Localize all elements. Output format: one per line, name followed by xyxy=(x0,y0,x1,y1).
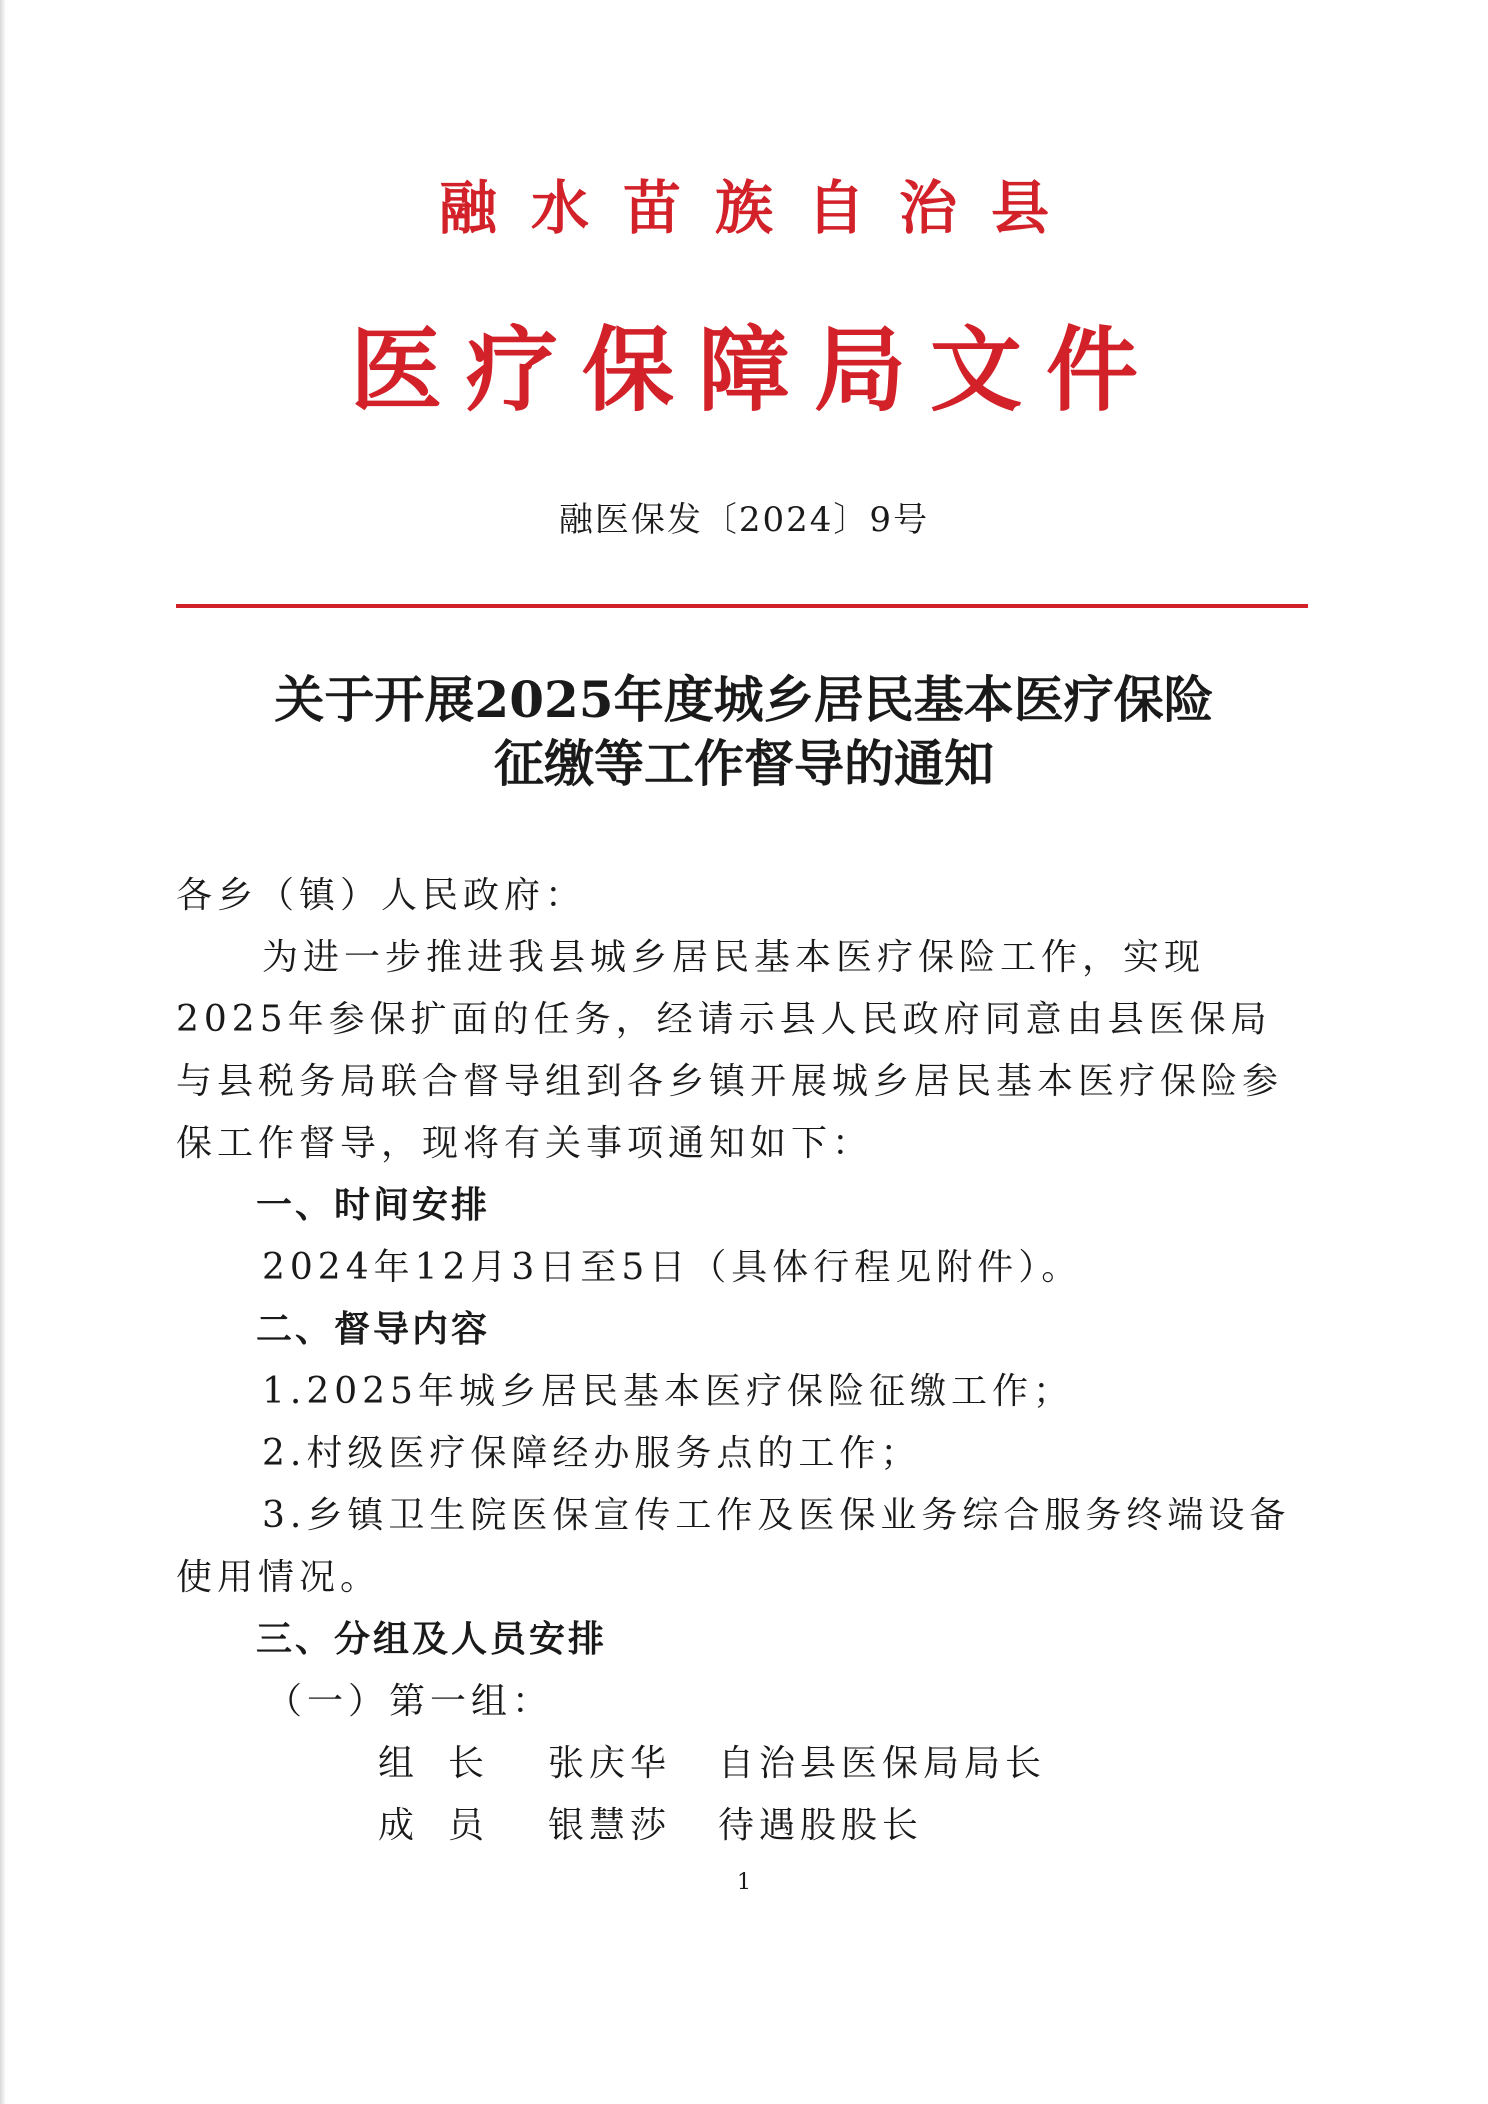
group-1-leader-row xyxy=(176,1733,1308,1795)
leader-role: 组长 xyxy=(378,1743,519,1784)
document-body xyxy=(176,865,1308,1857)
issuing-authority-line2: 医疗保障局文件 xyxy=(349,317,1162,424)
title-line1: 关于开展2025年度城乡居民基本医疗保险 xyxy=(274,670,1214,729)
section-2-item-2: 2.村级医疗保障经办服务点的工作； xyxy=(262,1433,922,1474)
group-1-member-row xyxy=(176,1795,1308,1857)
section-1-heading: 一、时间安排 xyxy=(256,1185,491,1226)
leader-name: 张庆华 xyxy=(548,1743,672,1784)
page-number: 1 xyxy=(737,1870,751,1895)
document-title xyxy=(0,668,1488,796)
section-1-text: 2024年12月3日至5日（具体行程见附件）。 xyxy=(262,1247,1083,1288)
addressee: 各乡（镇）人民政府： xyxy=(176,875,587,916)
red-separator-line xyxy=(176,604,1308,608)
section-2-item-1: 1.2025年城乡居民基本医疗保险征缴工作； xyxy=(262,1371,1074,1412)
group-1-label: （一）第一组： xyxy=(266,1681,554,1722)
section-3-heading: 三、分组及人员安排 xyxy=(256,1619,608,1660)
section-2-heading: 二、督导内容 xyxy=(256,1309,491,1350)
member-title: 待遇股股长 xyxy=(718,1805,924,1846)
title-line2: 征缴等工作督导的通知 xyxy=(494,734,994,793)
member-name: 银慧莎 xyxy=(548,1805,672,1846)
leader-title: 自治县医保局局长 xyxy=(718,1743,1047,1784)
member-role: 成员 xyxy=(378,1805,519,1846)
section-2-item-3: 3.乡镇卫生院医保宣传工作及医保业务综合服务终端设备使用情况。 xyxy=(176,1495,1291,1598)
document-number: 融医保发〔2024〕9号 xyxy=(558,500,930,540)
intro-paragraph: 为进一步推进我县城乡居民基本医疗保险工作，实现2025年参保扩面的任务，经请示县人民政府同意由县医保局与县税务局联合督导组到各乡镇开展城乡居民基本医疗保险参保工作督导，现将有关事项通知如下： xyxy=(176,937,1284,1164)
issuing-authority-line1: 融水苗族自治县 xyxy=(438,174,1083,242)
